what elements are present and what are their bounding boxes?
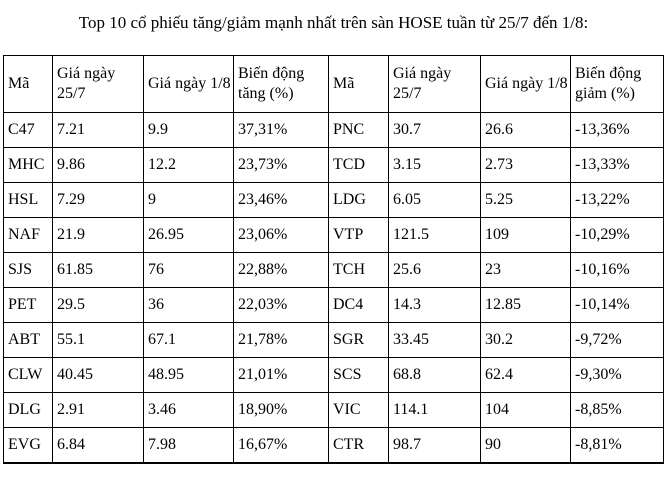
- header-cell: Biến động giảm (%): [571, 56, 664, 113]
- table-cell: 9.9: [144, 113, 234, 148]
- table-cell: 7.29: [53, 183, 144, 218]
- table-cell: -13,33%: [571, 148, 664, 183]
- header-row: [4, 56, 664, 113]
- table-cell: EVG: [4, 428, 53, 463]
- table-cell: 21,78%: [234, 323, 329, 358]
- table-cell: TCH: [329, 253, 389, 288]
- table-cell: VIC: [329, 393, 389, 428]
- table-cell: CTR: [329, 428, 389, 463]
- table-cell: ABT: [4, 323, 53, 358]
- table-row: [4, 113, 664, 148]
- table-cell: -9,30%: [571, 358, 664, 393]
- table-cell: 21,01%: [234, 358, 329, 393]
- table-cell: 12.2: [144, 148, 234, 183]
- table-cell: 76: [144, 253, 234, 288]
- table-body: [4, 113, 664, 463]
- table-cell: 6.05: [389, 183, 481, 218]
- table-cell: 23,46%: [234, 183, 329, 218]
- table-cell: -8,85%: [571, 393, 664, 428]
- table-cell: 26.6: [481, 113, 571, 148]
- header-cell: Giá ngày 1/8: [144, 56, 234, 113]
- table-cell: 16,67%: [234, 428, 329, 463]
- table-cell: 5.25: [481, 183, 571, 218]
- table-row: [4, 253, 664, 288]
- header-cell: Mã: [329, 56, 389, 113]
- table-cell: 55.1: [53, 323, 144, 358]
- table-row: [4, 183, 664, 218]
- table-row: [4, 358, 664, 393]
- table-cell: DLG: [4, 393, 53, 428]
- table-cell: 109: [481, 218, 571, 253]
- table-cell: HSL: [4, 183, 53, 218]
- page-title: Top 10 cổ phiếu tăng/giảm mạnh nhất trên sàn HOSE tuần từ 25/7 đến 1/8:: [78, 13, 589, 32]
- table-cell: 121.5: [389, 218, 481, 253]
- table-cell: MHC: [4, 148, 53, 183]
- header-cell: Biến động tăng (%): [234, 56, 329, 113]
- table-cell: 26.95: [144, 218, 234, 253]
- table-cell: -10,16%: [571, 253, 664, 288]
- table-cell: 18,90%: [234, 393, 329, 428]
- table-cell: 37,31%: [234, 113, 329, 148]
- table-cell: -9,72%: [571, 323, 664, 358]
- table-cell: 9: [144, 183, 234, 218]
- table-cell: SJS: [4, 253, 53, 288]
- table-cell: 22,88%: [234, 253, 329, 288]
- table-cell: TCD: [329, 148, 389, 183]
- table-cell: 90: [481, 428, 571, 463]
- table-cell: PET: [4, 288, 53, 323]
- header-cell: Giá ngày 25/7: [53, 56, 144, 113]
- table-cell: 67.1: [144, 323, 234, 358]
- table-row: [4, 218, 664, 253]
- table-cell: 25.6: [389, 253, 481, 288]
- table-cell: DC4: [329, 288, 389, 323]
- table-row: [4, 148, 664, 183]
- table-cell: CLW: [4, 358, 53, 393]
- table-cell: 22,03%: [234, 288, 329, 323]
- table-cell: 7.21: [53, 113, 144, 148]
- table-cell: SCS: [329, 358, 389, 393]
- table-cell: 9.86: [53, 148, 144, 183]
- table-row: [4, 288, 664, 323]
- table-cell: SGR: [329, 323, 389, 358]
- table-row: [4, 393, 664, 428]
- table-cell: 3.15: [389, 148, 481, 183]
- table-cell: 62.4: [481, 358, 571, 393]
- table-cell: 23,73%: [234, 148, 329, 183]
- table-cell: 61.85: [53, 253, 144, 288]
- table-cell: -13,22%: [571, 183, 664, 218]
- table-cell: 33.45: [389, 323, 481, 358]
- table-row: [4, 428, 664, 463]
- table-cell: 23: [481, 253, 571, 288]
- table-cell: 40.45: [53, 358, 144, 393]
- stock-table: [3, 55, 664, 464]
- table-cell: NAF: [4, 218, 53, 253]
- table-cell: 2.73: [481, 148, 571, 183]
- table-cell: 2.91: [53, 393, 144, 428]
- header-cell: Giá ngày 1/8: [481, 56, 571, 113]
- table-cell: 104: [481, 393, 571, 428]
- table-cell: 7.98: [144, 428, 234, 463]
- table-cell: 12.85: [481, 288, 571, 323]
- table-header: [4, 56, 664, 113]
- table-cell: 30.7: [389, 113, 481, 148]
- table-cell: 48.95: [144, 358, 234, 393]
- table-cell: 23,06%: [234, 218, 329, 253]
- table-cell: 30.2: [481, 323, 571, 358]
- table-cell: -8,81%: [571, 428, 664, 463]
- table-cell: 3.46: [144, 393, 234, 428]
- header-cell: Mã: [4, 56, 53, 113]
- table-cell: 36: [144, 288, 234, 323]
- table-cell: 6.84: [53, 428, 144, 463]
- table-cell: PNC: [329, 113, 389, 148]
- table-cell: C47: [4, 113, 53, 148]
- table-cell: -10,29%: [571, 218, 664, 253]
- table-cell: 68.8: [389, 358, 481, 393]
- table-cell: 14.3: [389, 288, 481, 323]
- table-cell: VTP: [329, 218, 389, 253]
- table-row: [4, 323, 664, 358]
- header-cell: Giá ngày 25/7: [389, 56, 481, 113]
- table-cell: LDG: [329, 183, 389, 218]
- table-cell: 114.1: [389, 393, 481, 428]
- table-cell: 29.5: [53, 288, 144, 323]
- table-cell: 21.9: [53, 218, 144, 253]
- table-cell: 98.7: [389, 428, 481, 463]
- table-cell: -10,14%: [571, 288, 664, 323]
- table-cell: -13,36%: [571, 113, 664, 148]
